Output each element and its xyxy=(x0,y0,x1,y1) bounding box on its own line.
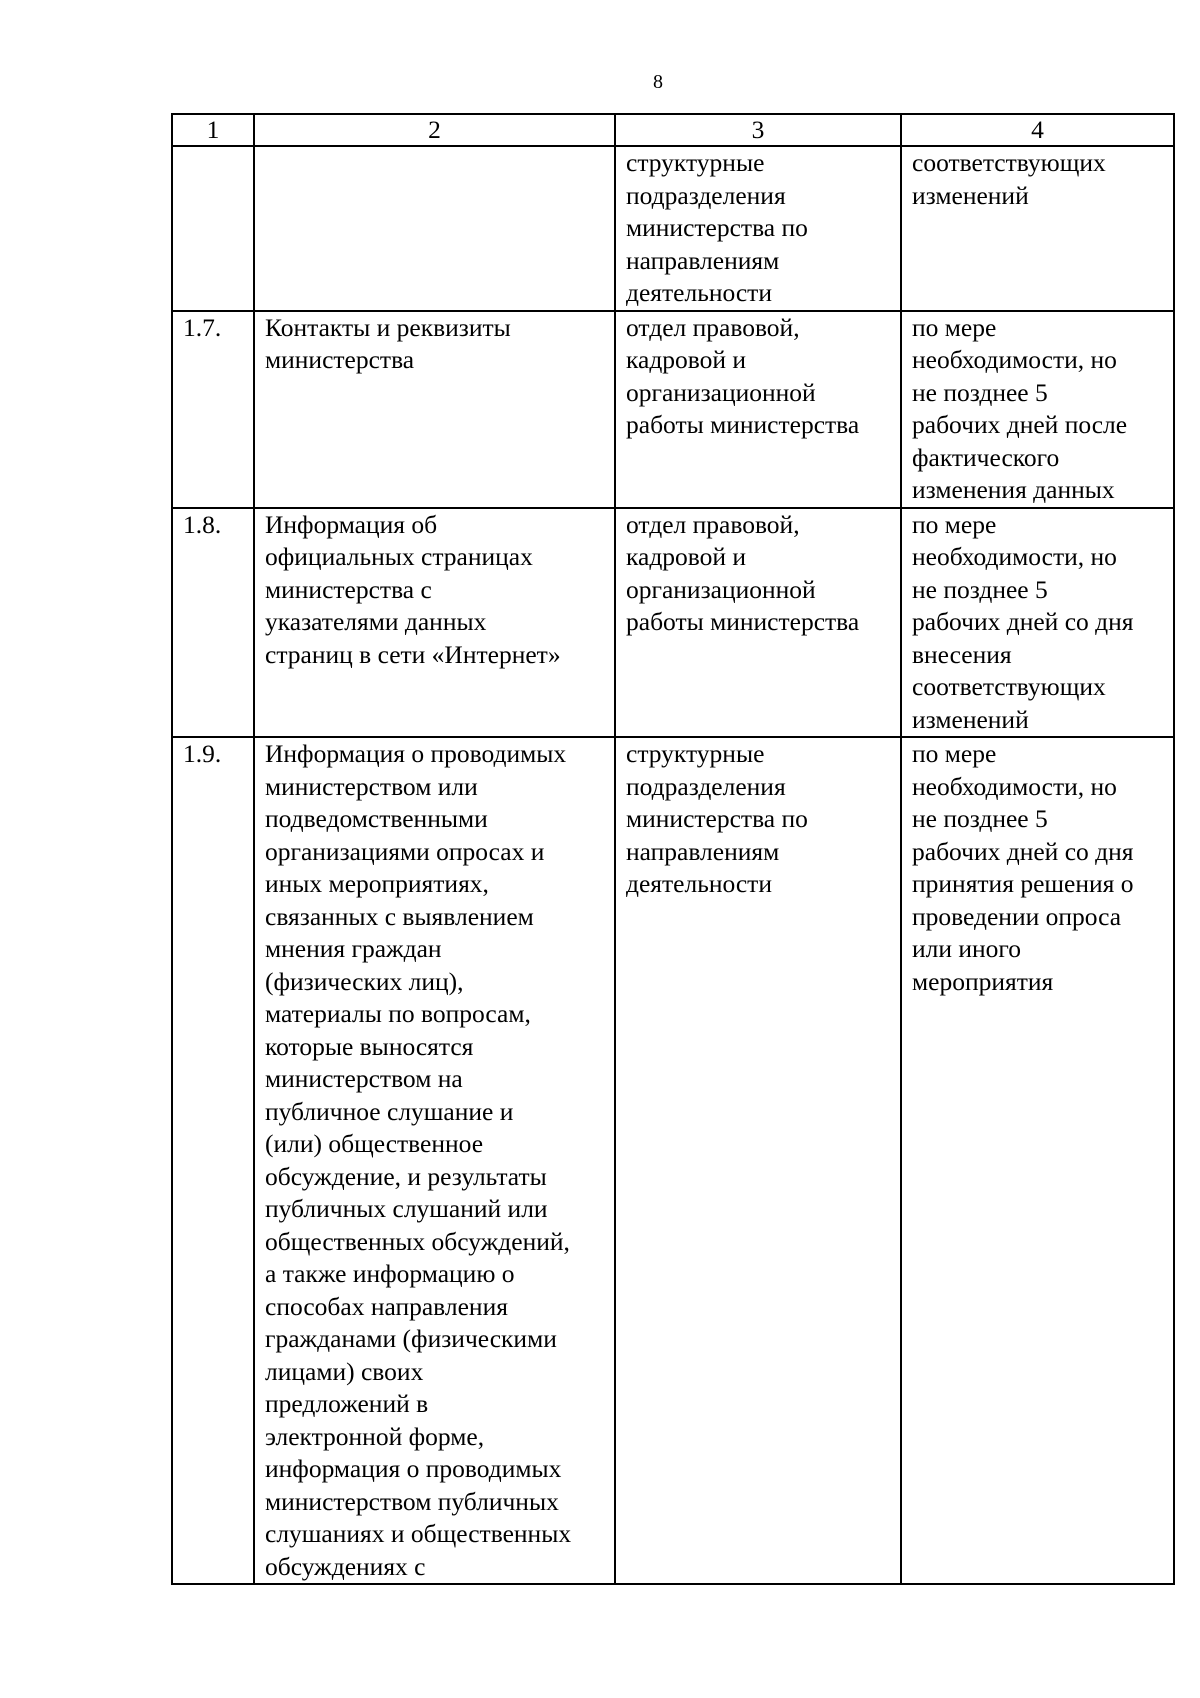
row-responsible-cell: структурные подразделения министерства по направлениям деятельности xyxy=(615,737,901,1584)
column-header-4: 4 xyxy=(901,114,1174,146)
column-header-1: 1 xyxy=(172,114,254,146)
table-header-row xyxy=(172,114,1174,146)
table-row xyxy=(172,508,1174,738)
row-number-cell: 1.9. xyxy=(172,737,254,1584)
table-row xyxy=(172,737,1174,1584)
row-responsible-cell: структурные подразделения министерства по направлениям деятельности xyxy=(615,146,901,311)
column-header-2: 2 xyxy=(254,114,615,146)
document-table xyxy=(171,113,1175,1585)
row-deadline-cell: соответствующих изменений xyxy=(901,146,1174,311)
row-responsible-cell: отдел правовой, кадровой и организационной работы министерства xyxy=(615,311,901,508)
page-number: 8 xyxy=(653,71,663,93)
row-responsible-cell: отдел правовой, кадровой и организационной работы министерства xyxy=(615,508,901,738)
row-deadline-cell: по мере необходимости, но не позднее 5 рабочих дней со дня внесения соответствующих изменений xyxy=(901,508,1174,738)
row-name-cell: Информация об официальных страницах министерства с указателями данных страниц в сети «Интернет» xyxy=(254,508,615,738)
row-number-cell: 1.8. xyxy=(172,508,254,738)
column-header-3: 3 xyxy=(615,114,901,146)
row-number-cell xyxy=(172,146,254,311)
row-name-cell: Контакты и реквизиты министерства xyxy=(254,311,615,508)
row-number-cell: 1.7. xyxy=(172,311,254,508)
table-row xyxy=(172,311,1174,508)
row-deadline-cell: по мере необходимости, но не позднее 5 рабочих дней после фактического изменения данных xyxy=(901,311,1174,508)
row-name-cell xyxy=(254,146,615,311)
row-deadline-cell: по мере необходимости, но не позднее 5 рабочих дней со дня принятия решения о проведении опроса или иного мероприятия xyxy=(901,737,1174,1584)
table-row xyxy=(172,146,1174,311)
row-name-cell: Информация о проводимых министерством или подведомственными организациями опросах и иных мероприятиях, связанных с выявлением мнения граждан (физических лиц), материалы по вопросам, которые выносятся министерством на публичное слушание и (или) общественное обсуждение, и результаты публичных слушаний или общественных обсуждений, а также информацию о способах направления гражданами (физическими лицами) своих предложений в электронной форме, информация о проводимых министерством публичных слушаниях и общественных обсуждениях с xyxy=(254,737,615,1584)
